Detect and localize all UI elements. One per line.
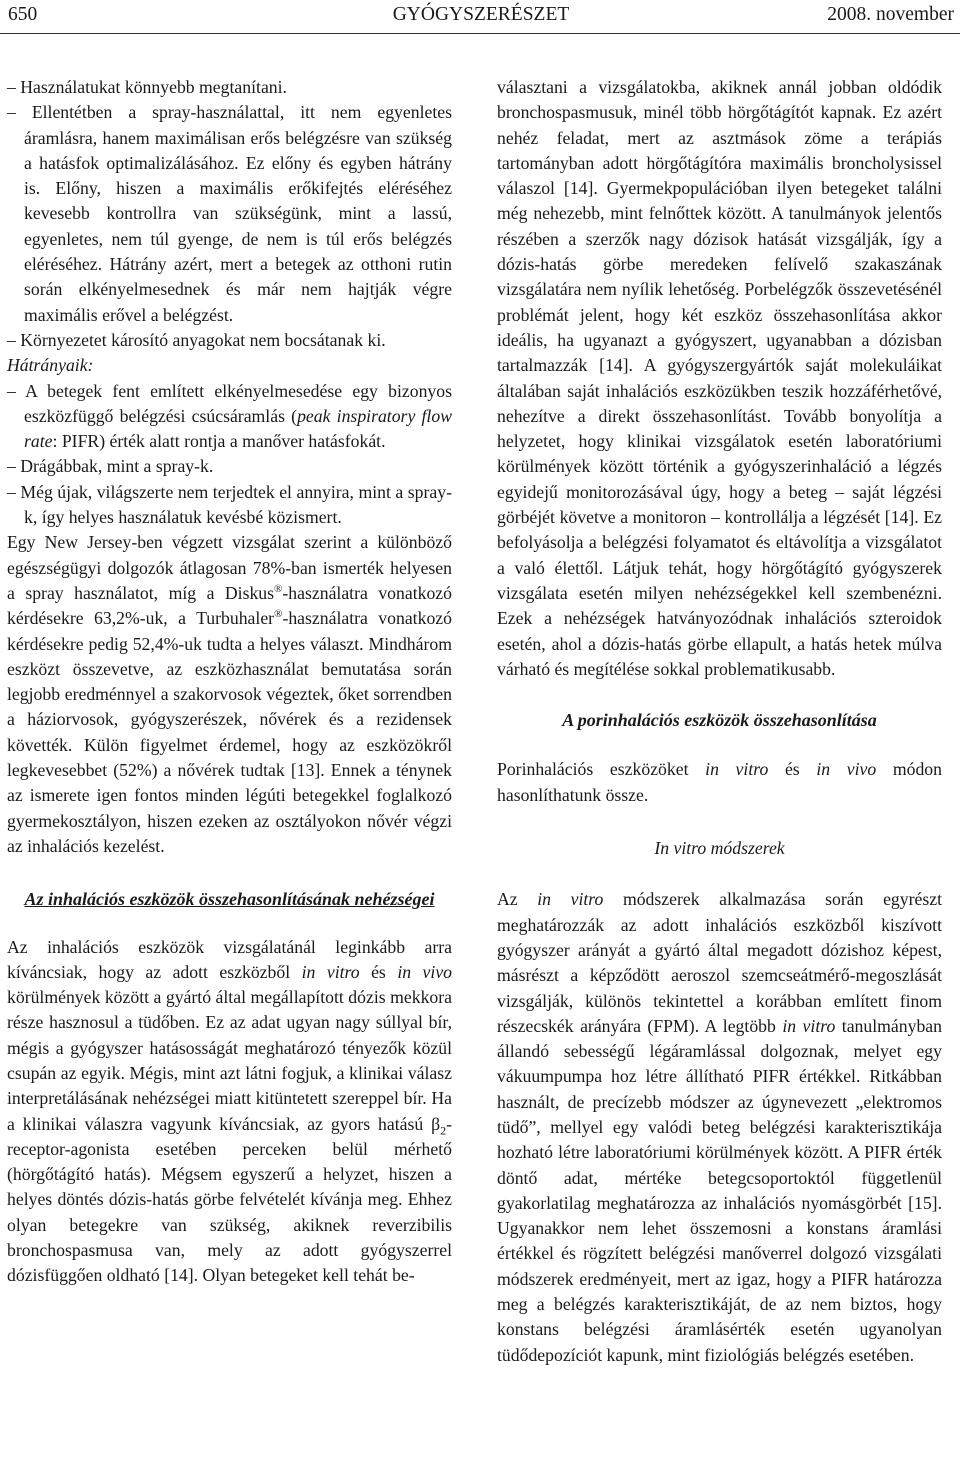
disadvantage-item: – Drágábbak, mint a spray-k. bbox=[7, 456, 214, 477]
section-title: Az inhalációs eszközök összehasonlításának nehézségei bbox=[24, 889, 435, 910]
body-paragraph: Porinhalációs eszközöket in vitro és in vivo módon hasonlíthatunk össze. bbox=[497, 759, 942, 805]
body-paragraph: Az in vitro módszerek alkalmazása során egyrészt meghatározzák az adott inhalációs eszközből kiszívott gyógyszer arányát a gyártó által megadott dózishoz képest, másrészt a képződött aeroszol szemcseátmérő-megoszlását vizsgálják, különös tekintettel a korábban említett finom részecskék arányára (FPM). A legtöbb in vitro tanulmányban állandó sebességű légáramlással dolgoznak, melyet egy vákuumpumpa hoz létre állítható PIFR értékkel. Ritkábban használt, de precízebb módszer az úgynevezett „elektromos tüdő”, mellyel egy valódi beteg belégzési karakterisztikája hozható létre laboratóriumi körülmények között. A PIFR érték döntő adat, mértéke betegcsoportoktól függetlenül gyakorlatilag meghatározza az inhalációs nyomásgörbét [15]. Ugyanakkor nem lehet összemosni a konstans áramlási értékkel és rögzített belégzési manőverrel dolgozó vizsgálati módszerek eredményeit, mert az igaz, hogy a PIFR határozza meg a belégzés karakterisztikáját, de az nem biztos, hogy konstans belégzési áramlásérték esetén ugyanolyan tüdődepozíciót kapunk, mint fiziológiás belégzés esetében. bbox=[497, 889, 942, 1365]
header-rule bbox=[0, 33, 960, 34]
issue-date: 2008. november bbox=[827, 4, 954, 25]
disadvantages-label: Hátrányaik: bbox=[7, 355, 94, 376]
disadvantage-item: – Még újak, világszerte nem terjedtek el annyira, mint a spray-k, így helyes használatuk kevésbé közismert. bbox=[7, 481, 452, 528]
subsection-title: In vitro módszerek bbox=[654, 838, 785, 859]
page-header bbox=[8, 2, 954, 28]
body-paragraph: választani a vizsgálatokba, akiknek annál jobban oldódik bronchospasmusuk, minél több hörgőtágítót kapnak. Ez azért nehéz feladat, mert az asztmások zöme a terápiás tartományban adott hörgőtágítóra maximális broncholysissel válaszol [14]. Gyermekpopulációban ilyen betegeket találni még nehezebb, mint felnőttek között. A tanulmányok jelentős részében a szerzők nagy dózisok hatását vizsgálják, így a dózis-hatás görbe meredeken felívelő szakaszának vizsgálatára nem nyílik lehetőség. Porbelégzők összevetésénél problémát jelent, hogy két eszköz összehasonlítása akkor ideális, ha ugyanazt a gyógyszert, ugyanabban a dózisban tartalmazzák [14]. A gyógyszergyártók saját molekuláikat általában saját inhalációs eszközükben teszik hozzáférhetővé, nehezítve a direkt összehasonlítást. Tovább bonyolítja a helyzetet, hogy klinikai vizsgálatok esetén laboratóriumi körülmények között történik a gyógyszerinhaláció a légzés egyidejű monitorozásával úgy, hogy a beteg – saját légzési görbéjét követve a monitoron – kontrollálja a légzését [14]. Ez befolyásolja a belégzési folyamatot és eltávolítja a vizsgálatot a való élettől. Látjuk tehát, hogy hörgőtágító gyógyszerek vizsgálata esetén milyen nehézségekkel kell szembenézni. Ezek a nehézségek hatványozódnak inhalációs szteroidok esetén, ahol a dózis-hatás görbe ellapult, a hatás hetek múlva várható és megítélése sokkal problematikusabb. bbox=[497, 77, 942, 679]
advantage-item: – Ellentétben a spray-használattal, itt nem egyenletes áramlásra, hanem maximálisan erős belégzésre van szükség a hatásfok optimalizálásához. Ez előny és egyben hátrány is. Előny, hiszen a maximális erőkifejtés eléréséhez kevesebb kontrollra van szükségünk, mint a lassú, egyenletes, nem túl gyenge, de nem is túl erős belégzés eléréséhez. Hátrány azért, mert a betegek az otthoni rutin során elkényelmesednek és már nem hajtják végre maximális erővel a belégzést. bbox=[7, 102, 452, 325]
advantage-item: – Környezetet károsító anyagokat nem bocsátanak ki. bbox=[7, 329, 386, 350]
journal-title: GYÓGYSZERÉSZET bbox=[392, 4, 570, 25]
study-paragraph: Egy New Jersey-ben végzett vizsgálat szerint a különböző egészségügyi dolgozók átlagosan 78%-ban ismerték helyesen a spray használatot, míg a Diskus®-használatra vonatkozó kérdésekre 63,2%-uk, a Turbuhaler®-használatra vonatkozó kérdésekre pedig 52,4%-uk tudta a helyes választ. Mindhárom eszközt összevetve, az eszközhasználat bemutatása során legjobb eredménnyel a szakorvosok végeztek, őket sorrendben a háziorvosok, gyógyszerészek, nővérek és a rezidensek követték. Külön figyelmet érdemel, hogy az eszközökről legkevesebbet (52%) a nővérek tudtak [13]. Ennek a ténynek az ismerete igen fontos minden légúti betegekkel foglalkozó gyermekosztályon, hiszen ezeken az osztályokon nővér végzi az inhalációs kezelést. bbox=[7, 532, 452, 856]
section-title: A porinhalációs eszközök összehasonlítása bbox=[562, 710, 877, 731]
disadvantage-item: – A betegek fent említett elkényelmesedése egy bizonyos eszközfüggő belégzési csúcsáramlás (peak inspiratory flow rate: PIFR) érték alatt rontja a manőver hatásfokát. bbox=[7, 380, 452, 452]
advantage-item: – Használatukat könnyebb megtanítani. bbox=[7, 77, 287, 97]
left-column bbox=[7, 75, 452, 1289]
right-column bbox=[497, 75, 942, 1368]
page-number: 650 bbox=[8, 4, 38, 25]
body-paragraph: Az inhalációs eszközök vizsgálatánál leginkább arra kíváncsiak, hogy az adott eszközből in vitro és in vivo körülmények között a gyártó által megállapított dózis mekkora része hasznosul a tüdőben. Ez az adat ugyan nagy súllyal bír, mégis a gyógyszer hatásosságát meghatározó tényezők közül csupán az egyik. Mégis, mint azt látni fogjuk, a klinikai válasz interpretálásának nehézségei miatt kitüntetett szereppel bír. Ha a klinikai válaszra vagyunk kíváncsiak, az gyors hatású $\beta_2-receptor$-agonista esetében perceken belül mérhető (hörgőtágító hatás). Mégsem egyszerű a helyzet, hiszen a helyes döntés dózis-hatás görbe felvételét kívánja meg. Ehhez olyan betegekre van szükség, akiknek reverzibilis bronchospasmusa van, mely az adott gyógyszerrel dózisfüggően oldható [14]. Olyan betegeket kell tehát be- bbox=[7, 936, 453, 1286]
